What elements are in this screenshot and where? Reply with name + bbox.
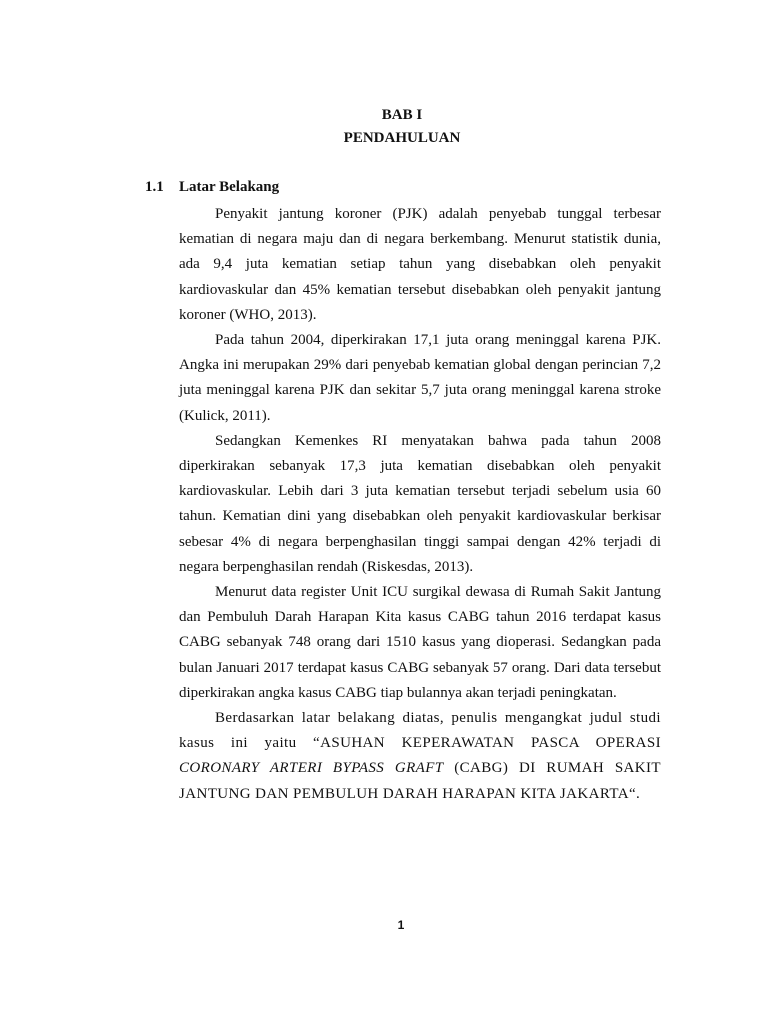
paragraph-2: Pada tahun 2004, diperkirakan 17,1 juta orang meninggal karena PJK. Angka ini merupakan 29% dari penyebab kematian global dengan perincian 7,2 juta meninggal karena PJK dan sekitar 5,7 juta orang meninggal karena stroke (Kulick, 2011).: [179, 332, 661, 424]
paragraph-5-tail: (CABG) DI RUMAH SAKIT JANTUNG DAN PEMBULUH DARAH HARAPAN KITA JAKARTA“.: [179, 760, 661, 802]
paragraph-4: Menurut data register Unit ICU surgikal dewasa di Rumah Sakit Jantung dan Pembuluh Darah Harapan Kita kasus CABG tahun 2016 terdapat kasus CABG sebanyak 748 orang dari 1510 kasus yang dioperasi. Sedangkan pada bulan Januari 2017 terdapat kasus CABG sebanyak 57 orang. Dari data tersebut diperkirakan angka kasus CABG tiap bulannya akan terjadi peningkatan.: [179, 584, 661, 701]
chapter-title: PENDAHULUAN: [343, 130, 461, 146]
paragraph-3: Sedangkan Kemenkes RI menyatakan bahwa pada tahun 2008 diperkirakan sebanyak 17,3 juta kematian disebabkan oleh penyakit kardiovaskular. Lebih dari 3 juta kematian tersebut terjadi sebelum usia 60 tahun. Kematian dini yang disebabkan oleh penyakit kardiovaskular berkisar sebesar 4% di negara berpenghasilan tinggi sampai dengan 42% terjadi di negara berpenghasilan rendah (Riskesdas, 2013).: [179, 432, 661, 575]
paragraph-5-lead: Berdasarkan latar belakang diatas, penulis mengangkat judul studi kasus ini yaitu “ASUHAN KEPERAWATAN PASCA OPERASI: [179, 710, 661, 752]
paragraph-5-italic: CORONARY ARTERI BYPASS GRAFT: [179, 760, 444, 777]
section-number: 1.1: [145, 179, 164, 195]
page-number: 1: [397, 918, 405, 932]
body-text: [179, 202, 661, 807]
section-title: Latar Belakang: [179, 179, 280, 195]
paragraph-5: [179, 706, 661, 807]
chapter-number: BAB I: [381, 107, 423, 123]
section-heading: [145, 177, 279, 197]
paragraph-1: Penyakit jantung koroner (PJK) adalah penyebab tunggal terbesar kematian di negara maju dan di negara berkembang. Menurut statistik dunia, ada 9,4 juta kematian setiap tahun yang disebabkan oleh penyakit kardiovaskular dan 45% kematian tersebut disebabkan oleh penyakit jantung koroner (WHO, 2013).: [179, 206, 661, 323]
